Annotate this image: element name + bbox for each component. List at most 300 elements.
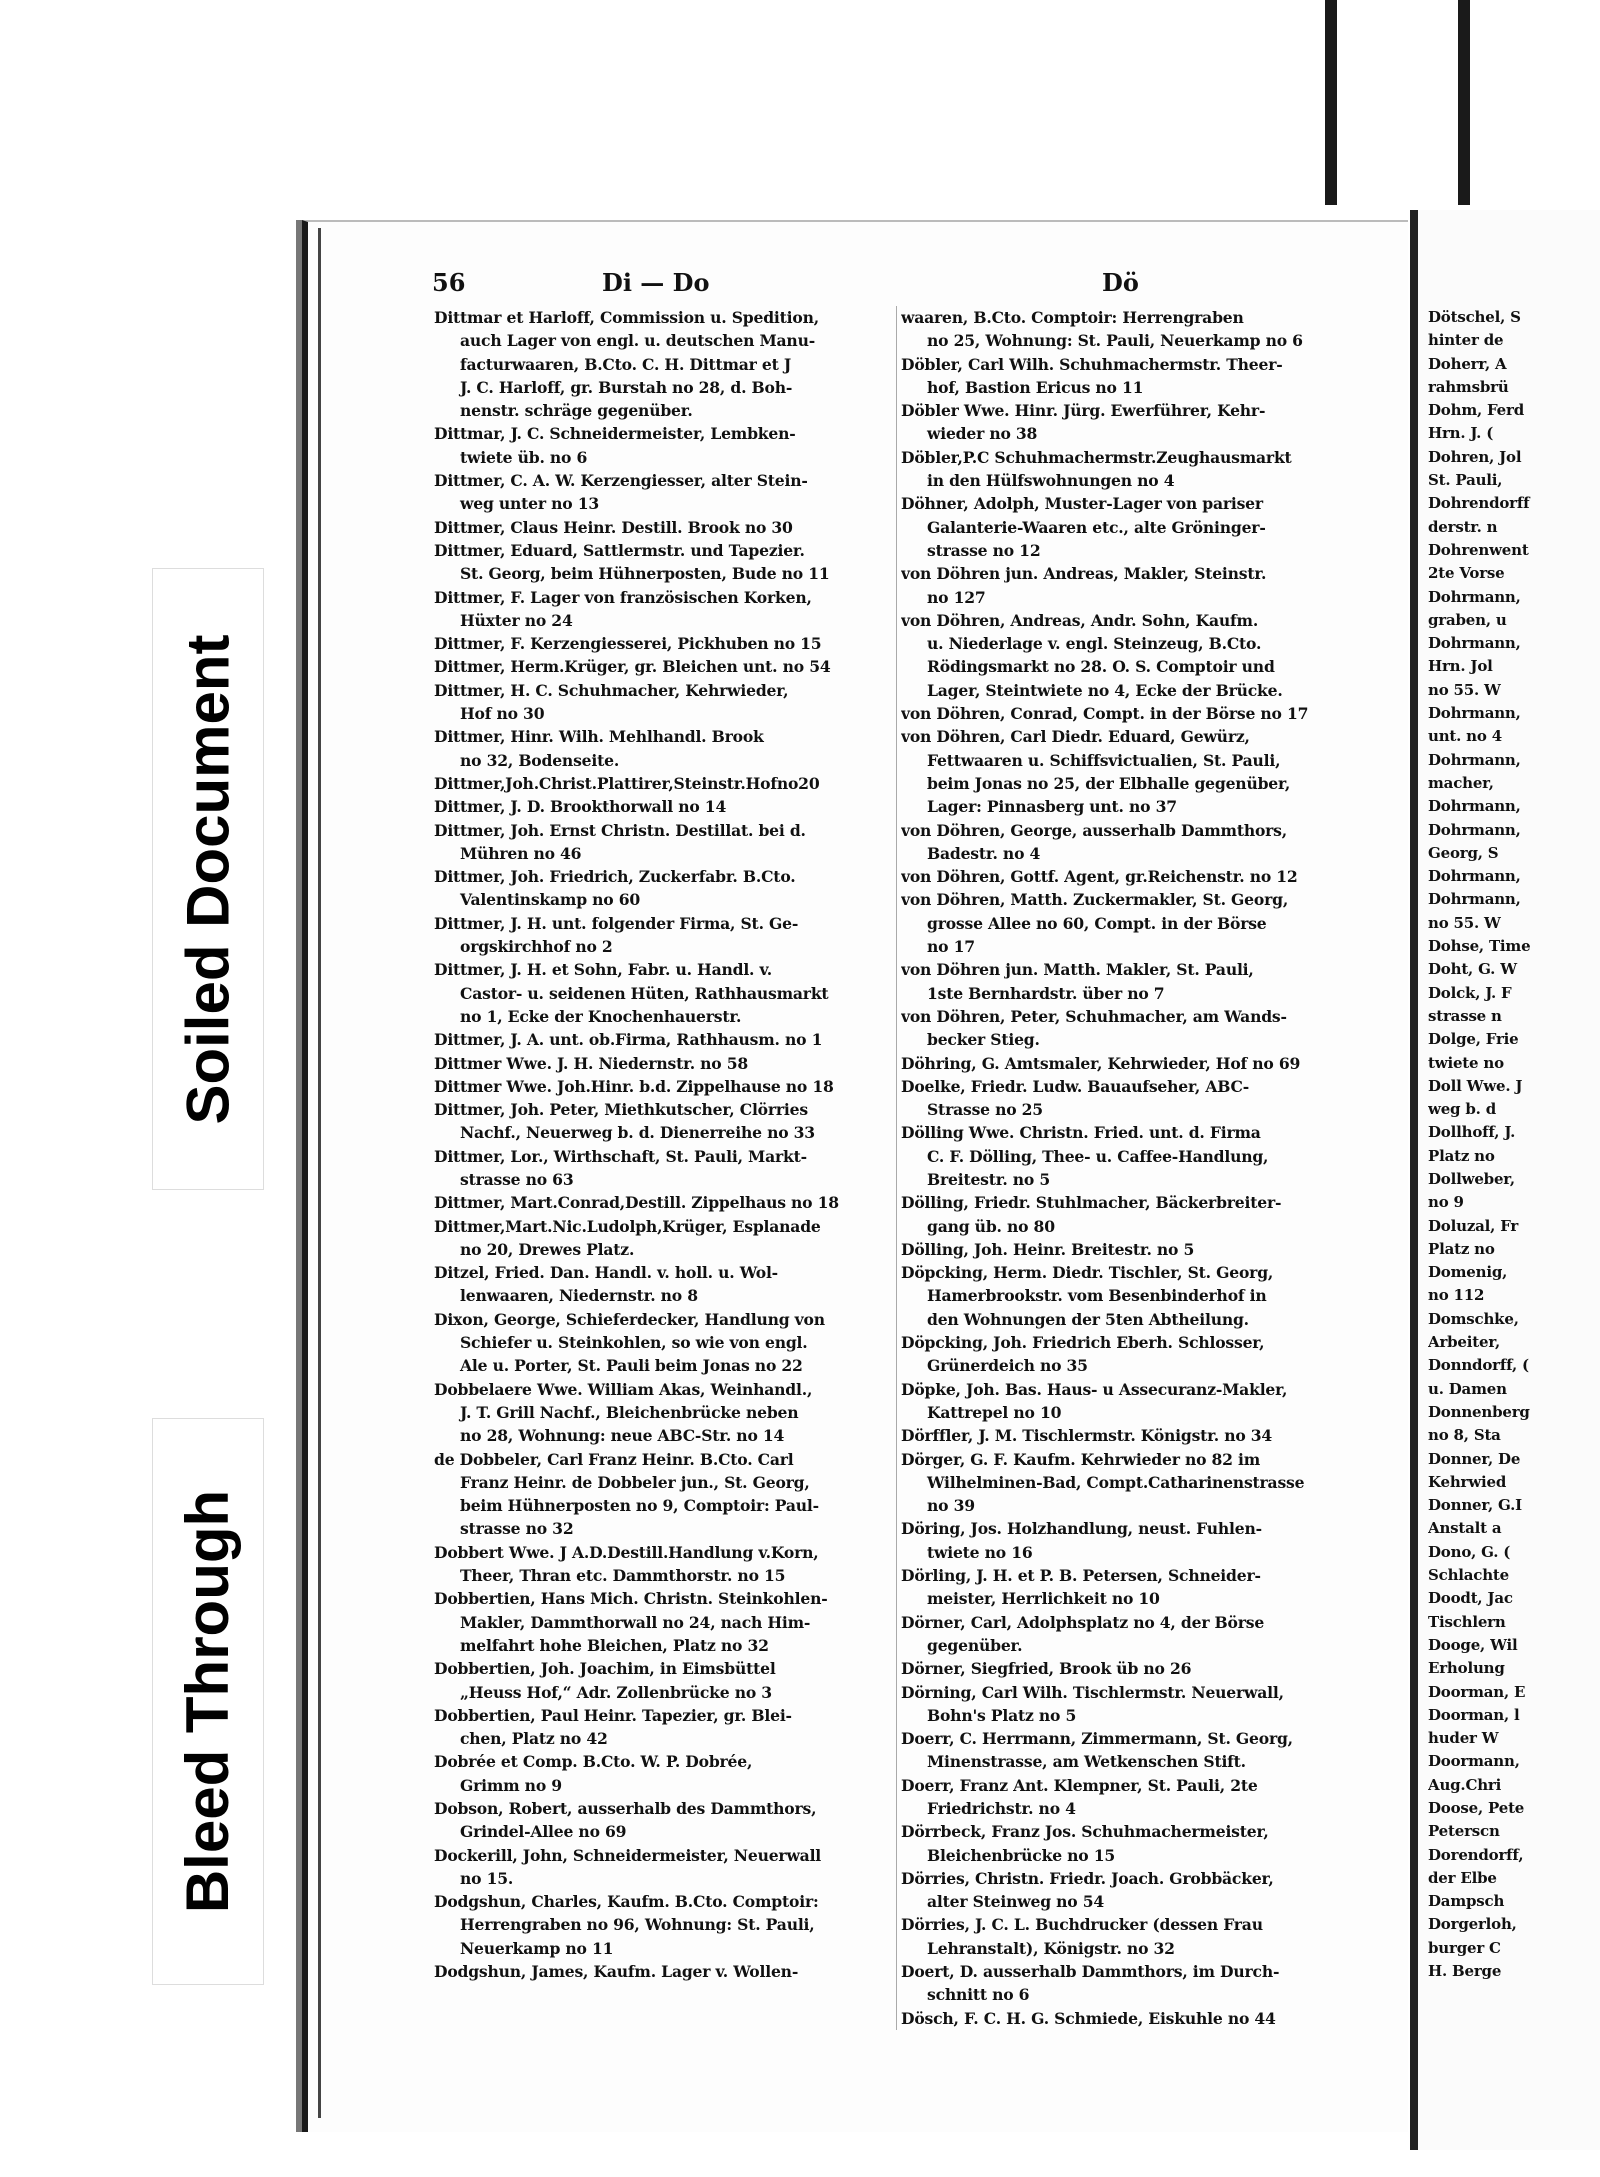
directory-entry (434, 1844, 890, 1891)
entry-line: Dölling, Joh. Heinr. Breitestr. no 5 (901, 1239, 1195, 1259)
directory-entry (434, 1191, 890, 1214)
entry-line: Bleichenbrücke no 15 (927, 1845, 1116, 1865)
entry-line: Grünerdeich no 35 (927, 1356, 1088, 1376)
entry-line: no 32, Bodenseite. (460, 750, 620, 770)
directory-entry (434, 1890, 890, 1960)
directory-entry (901, 1075, 1355, 1122)
entry-line: Neuerkamp no 11 (460, 1938, 614, 1958)
entry-line: Dodgshun, James, Kaufm. Lager v. Wollen- (434, 1962, 799, 1982)
directory-entry (901, 1238, 1355, 1261)
facing-page-line: Aug.Chri (1428, 1775, 1502, 1794)
bleed-through-label (152, 1418, 264, 1985)
directory-entry (901, 399, 1355, 446)
entry-line: „Heuss Hof,“ Adr. Zollenbrücke no 3 (460, 1682, 772, 1702)
entry-line: Dobbelaere Wwe. William Akas, Weinhandl., (434, 1379, 813, 1399)
entry-line: Dittmer, Joh. Friedrich, Zuckerfabr. B.Cto. (434, 867, 796, 887)
soiled-document-text: Soiled Document (174, 633, 242, 1125)
facing-page-line: Dohrmann, (1428, 587, 1521, 606)
facing-page-line: Dohm, Ferd (1428, 401, 1524, 420)
entry-line: Breitestr. no 5 (927, 1169, 1051, 1189)
entry-line: Kattrepel no 10 (927, 1402, 1062, 1422)
entry-line: gegenüber. (927, 1635, 1023, 1655)
directory-entry (901, 2007, 1355, 2030)
facing-page-line: St. Pauli, (1428, 471, 1503, 490)
facing-page-line: no 112 (1428, 1286, 1485, 1305)
entry-line: Dörffler, J. M. Tischlermstr. Königstr. no 34 (901, 1426, 1273, 1446)
entry-line: Dittmer, H. C. Schuhmacher, Kehrwieder, (434, 680, 789, 700)
entry-line: Galanterie-Waaren etc., alte Gröninger- (927, 517, 1266, 537)
entry-line: beim Hühnerposten no 9, Comptoir: Paul- (460, 1496, 819, 1516)
facing-page-line: burger C (1428, 1938, 1501, 1957)
entry-line: Dobbertien, Hans Mich. Christn. Steinkohlen- (434, 1589, 828, 1609)
entry-line: von Döhren jun. Andreas, Makler, Steinstr. (901, 564, 1267, 584)
facing-page-line: Georg, S (1428, 843, 1499, 862)
entry-line: Dobbertien, Paul Heinr. Tapezier, gr. Blei- (434, 1705, 792, 1725)
entry-line: Lager, Steintwiete no 4, Ecke der Brücke. (927, 680, 1283, 700)
directory-entry (901, 1052, 1355, 1075)
entry-line: meister, Herrlichkeit no 10 (927, 1589, 1160, 1609)
facing-page-line: rahmsbrü (1428, 377, 1509, 396)
entry-line: Dittmer, Mart.Conrad,Destill. Zippelhaus no 18 (434, 1193, 839, 1213)
directory-entry (901, 1960, 1355, 2007)
entry-line: nenstr. schräge gegenüber. (460, 401, 693, 421)
entry-line: Dittmer, Herm.Krüger, gr. Bleichen unt. no 54 (434, 657, 831, 677)
directory-entry (901, 446, 1355, 493)
entry-line: Dittmer, C. A. W. Kerzengiesser, alter Stein- (434, 471, 808, 491)
directory-entry (901, 1681, 1355, 1728)
directory-entry (434, 1028, 890, 1051)
entry-line: Dittmer, Lor., Wirthschaft, St. Pauli, Markt- (434, 1146, 807, 1166)
facing-page-line: u. Damen (1428, 1379, 1507, 1398)
directory-entry (901, 958, 1355, 1005)
entry-line: Herrengraben no 96, Wohnung: St. Pauli, (460, 1915, 815, 1935)
entry-line: von Döhren, Gottf. Agent, gr.Reichenstr. no 12 (901, 867, 1298, 887)
facing-page-line: Donndorff, ( (1428, 1356, 1529, 1375)
facing-page-line: Doorman, l (1428, 1705, 1520, 1724)
facing-page-line: twiete no (1428, 1053, 1504, 1072)
page-gutter (318, 228, 321, 2118)
entry-line: Dittmer, Hinr. Wilh. Mehlhandl. Brook (434, 727, 764, 747)
facing-page-line: Dollweber, (1428, 1169, 1515, 1188)
facing-page-line: Doluzal, Fr (1428, 1216, 1519, 1235)
entry-line: von Döhren, Carl Diedr. Eduard, Gewürz, (901, 727, 1250, 747)
directory-entry (901, 888, 1355, 958)
entry-line: Grindel-Allee no 69 (460, 1822, 627, 1842)
entry-line: Döbler Wwe. Hinr. Jürg. Ewerführer, Kehr- (901, 401, 1266, 421)
entry-line: Döhring, G. Amtsmaler, Kehrwieder, Hof no 69 (901, 1053, 1301, 1073)
entry-line: von Döhren, Matth. Zuckermakler, St. Georg, (901, 890, 1289, 910)
entry-line: Doerr, Franz Ant. Klempner, St. Pauli, 2te (901, 1775, 1258, 1795)
entry-line: becker Stieg. (927, 1030, 1040, 1050)
entry-line: Döhner, Adolph, Muster-Lager von pariser (901, 494, 1263, 514)
directory-entry (434, 865, 890, 912)
entry-line: Dörrbeck, Franz Jos. Schuhmachermeister, (901, 1822, 1269, 1842)
entry-line: Franz Heinr. de Dobbeler jun., St. Georg, (460, 1472, 810, 1492)
facing-page-line: Dohrmann, (1428, 890, 1521, 909)
entry-line: no 28, Wohnung: neue ABC-Str. no 14 (460, 1426, 785, 1446)
entry-line: chen, Platz no 42 (460, 1729, 608, 1749)
directory-entry (434, 1960, 890, 1983)
entry-line: Döbler,P.C Schuhmachermstr.Zeughausmarkt (901, 447, 1292, 467)
facing-page-line: Dohrmann, (1428, 704, 1521, 723)
facing-page-line: Hrn. Jol (1428, 657, 1493, 676)
directory-entry (434, 1098, 890, 1145)
directory-entry (434, 1587, 890, 1657)
facing-page-line: Dohrmann, (1428, 820, 1521, 839)
entry-line: von Döhren, Peter, Schuhmacher, am Wands- (901, 1006, 1287, 1026)
directory-entry (901, 1424, 1355, 1447)
entry-line: no 17 (927, 937, 975, 957)
entry-line: Dittmer, Eduard, Sattlermstr. und Tapezier. (434, 540, 805, 560)
entry-line: Dölling Wwe. Christn. Fried. unt. d. Firma (901, 1123, 1261, 1143)
entry-line: Ditzel, Fried. Dan. Handl. v. holl. u. Wol- (434, 1263, 778, 1283)
directory-entry (434, 725, 890, 772)
facing-page-line: Doormann, (1428, 1752, 1520, 1771)
entry-line: Fettwaaren u. Schiffsvictualien, St. Pauli, (927, 750, 1281, 770)
facing-page-line: Dohrmann, (1428, 867, 1521, 886)
entry-line: Nachf., Neuerweg b. d. Dienerreihe no 33 (460, 1123, 815, 1143)
entry-line: u. Niederlage v. engl. Steinzeug, B.Cto. (927, 634, 1262, 654)
middle-column (896, 306, 1355, 2030)
facing-page-line: Dorendorff, (1428, 1845, 1524, 1864)
facing-page-line: Doht, G. W (1428, 960, 1517, 979)
entry-line: melfahrt hohe Bleichen, Platz no 32 (460, 1635, 769, 1655)
facing-page-line: Dohrmann, (1428, 634, 1521, 653)
facing-page-line: derstr. n (1428, 517, 1498, 536)
directory-entry (901, 1517, 1355, 1564)
entry-line: Grimm no 9 (460, 1775, 562, 1795)
facing-page-line: Dollhoff, J. (1428, 1123, 1516, 1142)
facing-page-line: Dono, G. ( (1428, 1542, 1511, 1561)
entry-line: Badestr. no 4 (927, 843, 1041, 863)
entry-line: Dörries, Christn. Friedr. Joach. Grobbäcker, (901, 1868, 1274, 1888)
entry-line: no 1, Ecke der Knochenhauerstr. (460, 1006, 742, 1026)
facing-page-line: Domschke, (1428, 1309, 1519, 1328)
directory-entry (901, 1867, 1355, 1914)
entry-line: facturwaaren, B.Cto. C. H. Dittmar et J (460, 354, 792, 374)
facing-page-line: graben, u (1428, 610, 1507, 629)
facing-page-line: Dohrendorff (1428, 494, 1530, 513)
directory-entry (434, 795, 890, 818)
soiled-document-label (152, 568, 264, 1190)
facing-page-line: Hrn. J. ( (1428, 424, 1494, 443)
entry-line: Dittmer, F. Lager von französischen Korken, (434, 587, 812, 607)
entry-line: Valentinskamp no 60 (460, 890, 641, 910)
entry-line: Makler, Dammthorwall no 24, nach Him- (460, 1612, 811, 1632)
directory-entry (434, 1704, 890, 1751)
page-edge (1410, 210, 1418, 2150)
entry-line: strasse no 12 (927, 540, 1041, 560)
entry-line: Dörner, Carl, Adolphsplatz no 4, der Börse (901, 1612, 1265, 1632)
entry-line: Dobbert Wwe. J A.D.Destill.Handlung v.Korn, (434, 1542, 819, 1562)
entry-line: lenwaaren, Niedernstr. no 8 (460, 1286, 698, 1306)
entry-line: Dobrée et Comp. B.Cto. W. P. Dobrée, (434, 1752, 753, 1772)
facing-page-line: Doorman, E (1428, 1682, 1526, 1701)
entry-line: Dittmar et Harloff, Commission u. Spedition, (434, 308, 819, 327)
entry-line: Hof no 30 (460, 704, 545, 724)
entry-line: Dixon, George, Schieferdecker, Handlung von (434, 1309, 825, 1329)
entry-line: Döpke, Joh. Bas. Haus- u Assecuranz-Makler, (901, 1379, 1288, 1399)
entry-line: no 20, Drewes Platz. (460, 1239, 635, 1259)
entry-line: alter Steinweg no 54 (927, 1892, 1104, 1912)
facing-page-line: Domenig, (1428, 1263, 1508, 1282)
directory-entry (901, 1261, 1355, 1331)
facing-page-line: Dolge, Frie (1428, 1030, 1519, 1049)
entry-line: Dittmer, F. Kerzengiesserei, Pickhuben no 15 (434, 634, 822, 654)
left-column (434, 306, 890, 1983)
directory-entry (901, 562, 1355, 609)
entry-line: Dittmer, Joh. Peter, Miethkutscher, Clörries (434, 1100, 808, 1120)
entry-line: Döring, Jos. Holzhandlung, neust. Fuhlen- (901, 1519, 1262, 1539)
directory-entry (901, 492, 1355, 562)
entry-line: Dösch, F. C. H. G. Schmiede, Eiskuhle no 44 (901, 2008, 1276, 2028)
facing-page-line: der Elbe (1428, 1868, 1497, 1887)
facing-page-line: Erholung (1428, 1659, 1505, 1678)
directory-entry (901, 1820, 1355, 1867)
entry-line: Dittmer Wwe. J. H. Niedernstr. no 58 (434, 1053, 749, 1073)
entry-line: Mühren no 46 (460, 843, 582, 863)
entry-line: no 15. (460, 1868, 514, 1888)
entry-line: hof, Bastion Ericus no 11 (927, 377, 1144, 397)
entry-line: Strasse no 25 (927, 1100, 1043, 1120)
directory-entry (434, 1075, 890, 1098)
directory-entry (434, 632, 890, 655)
entry-line: von Döhren, Conrad, Compt. in der Börse no 17 (901, 704, 1309, 724)
right-running-head: Dö (1102, 268, 1139, 297)
entry-line: twiete no 16 (927, 1542, 1033, 1562)
entry-line: beim Jonas no 25, der Elbhalle gegenüber, (927, 773, 1291, 793)
directory-entry (901, 306, 1355, 353)
directory-entry (901, 1657, 1355, 1680)
facing-page-line: Dorgerloh, (1428, 1915, 1517, 1934)
facing-page-line: Platz no (1428, 1239, 1495, 1258)
facing-page-line: Dolck, J. F (1428, 983, 1512, 1002)
directory-entry (434, 1215, 890, 1262)
entry-line: Dittmer Wwe. Joh.Hinr. b.d. Zippelhause no 18 (434, 1076, 834, 1096)
facing-page-line: no 8, Sta (1428, 1426, 1501, 1445)
facing-page-line: 2te Vorse (1428, 564, 1505, 583)
entry-line: Dodgshun, Charles, Kaufm. B.Cto. Comptoir: (434, 1892, 819, 1912)
directory-entry (434, 516, 890, 539)
entry-line: Döbler, Carl Wilh. Schuhmachermstr. Theer- (901, 354, 1283, 374)
facing-page-line: H. Berge (1428, 1962, 1502, 1981)
entry-line: von Döhren jun. Matth. Makler, St. Pauli, (901, 960, 1254, 980)
directory-entry (434, 422, 890, 469)
directory-entry (434, 469, 890, 516)
entry-line: Doert, D. ausserhalb Dammthors, im Durch- (901, 1962, 1280, 1982)
entry-line: von Döhren, Andreas, Andr. Sohn, Kaufm. (901, 610, 1259, 630)
bleed-through-text: Bleed Through (174, 1489, 242, 1914)
entry-line: Bohn's Platz no 5 (927, 1705, 1077, 1725)
entry-line: no 127 (927, 587, 986, 607)
facing-page-line: macher, (1428, 773, 1494, 792)
facing-page-line: Doose, Pete (1428, 1799, 1525, 1817)
entry-line: Dölling, Friedr. Stuhlmacher, Bäckerbreiter- (901, 1193, 1282, 1213)
directory-entry (434, 1541, 890, 1588)
directory-entry (434, 586, 890, 633)
entry-line: Wilhelminen-Bad, Compt.Catharinenstrasse (927, 1472, 1305, 1492)
facing-page-line: no 55. W (1428, 913, 1501, 932)
entry-line: Hamerbrookstr. vom Besenbinderhof in (927, 1286, 1267, 1306)
directory-entry (901, 1564, 1355, 1611)
entry-line: Dörning, Carl Wilh. Tischlermstr. Neuerwall, (901, 1682, 1284, 1702)
entry-line: J. T. Grill Nachf., Bleichenbrücke neben (460, 1402, 799, 1422)
facing-page-line: strasse n (1428, 1006, 1502, 1025)
entry-line: de Dobbeler, Carl Franz Heinr. B.Cto. Carl (434, 1449, 794, 1469)
binding-strip (1325, 0, 1337, 205)
directory-entry (434, 1052, 890, 1075)
facing-page-column (1428, 306, 1596, 1983)
facing-page-line: Doherr, A (1428, 354, 1507, 373)
directory-entry (434, 819, 890, 866)
facing-page-line: Anstalt a (1428, 1519, 1502, 1538)
directory-entry (901, 1191, 1355, 1238)
entry-line: Doerr, C. Herrmann, Zimmermann, St. Georg, (901, 1729, 1293, 1749)
entry-line: Dörling, J. H. et P. B. Petersen, Schneider- (901, 1566, 1261, 1586)
entry-line: strasse no 32 (460, 1519, 574, 1539)
directory-entry (434, 1448, 890, 1541)
facing-page-line: Platz no (1428, 1146, 1495, 1165)
facing-page-line: Dohrmann, (1428, 797, 1521, 816)
facing-page-line: Kehrwied (1428, 1472, 1507, 1491)
directory-entry (434, 1657, 890, 1704)
entry-line: Dockerill, John, Schneidermeister, Neuerwall (434, 1845, 822, 1865)
entry-line: Dittmer, J. A. unt. ob.Firma, Rathhausm. no 1 (434, 1030, 823, 1050)
directory-entry (901, 819, 1355, 866)
entry-line: wieder no 38 (927, 424, 1038, 444)
facing-page-line: Schlachte (1428, 1566, 1510, 1585)
entry-line: Dobson, Robert, ausserhalb des Dammthors, (434, 1799, 817, 1818)
entry-line: Minenstrasse, am Wetkenschen Stift. (927, 1752, 1246, 1772)
entry-line: Theer, Thran etc. Dammthorstr. no 15 (460, 1566, 786, 1586)
facing-page-line: Dohren, Jol (1428, 447, 1522, 466)
entry-line: Dittmar, J. C. Schneidermeister, Lembken- (434, 424, 796, 444)
entry-line: auch Lager von engl. u. deutschen Manu- (460, 331, 815, 351)
entry-line: no 39 (927, 1496, 975, 1516)
entry-line: Dittmer,Mart.Nic.Ludolph,Krüger, Esplanade (434, 1216, 821, 1236)
entry-line: Rödingsmarkt no 28. O. S. Comptoir und (927, 657, 1275, 677)
directory-entry (434, 1378, 890, 1448)
entry-line: Lager: Pinnasberg unt. no 37 (927, 797, 1177, 817)
left-running-head: Di — Do (602, 268, 710, 297)
directory-entry (901, 1727, 1355, 1774)
facing-page-line: hinter de (1428, 331, 1504, 350)
entry-line: twiete üb. no 6 (460, 447, 588, 467)
directory-entry (901, 865, 1355, 888)
entry-line: St. Georg, beim Hühnerposten, Bude no 11 (460, 564, 830, 584)
entry-line: weg unter no 13 (460, 494, 599, 514)
page-number: 56 (432, 268, 466, 297)
facing-page-line: no 9 (1428, 1193, 1464, 1212)
entry-line: 1ste Bernhardstr. über no 7 (927, 983, 1165, 1003)
directory-entry (901, 1448, 1355, 1518)
entry-line: den Wohnungen der 5ten Abtheilung. (927, 1309, 1249, 1329)
entry-line: Hüxter no 24 (460, 610, 573, 630)
entry-line: gang üb. no 80 (927, 1216, 1055, 1236)
entry-line: Castor- u. seidenen Hüten, Rathhausmarkt (460, 983, 829, 1003)
entry-line: Dörries, J. C. L. Buchdrucker (dessen Frau (901, 1915, 1263, 1935)
facing-page-line: Dohrmann, (1428, 750, 1521, 769)
directory-entry (901, 1774, 1355, 1821)
facing-page-line: Doodt, Jac (1428, 1589, 1513, 1608)
entry-line: von Döhren, George, ausserhalb Dammthors, (901, 820, 1287, 840)
entry-line: Dittmer, J. H. et Sohn, Fabr. u. Handl. v. (434, 960, 773, 980)
entry-line: Dittmer, Claus Heinr. Destill. Brook no 30 (434, 517, 793, 537)
entry-line: Doelke, Friedr. Ludw. Bauaufseher, ABC- (901, 1076, 1249, 1096)
directory-entry (434, 1145, 890, 1192)
directory-entry (901, 1913, 1355, 1960)
entry-line: in den Hülfswohnungen no 4 (927, 471, 1175, 491)
directory-entry (434, 679, 890, 726)
facing-page-line: Dampsch (1428, 1892, 1505, 1911)
directory-entry (434, 1308, 890, 1378)
facing-page-line: Peterscn (1428, 1822, 1500, 1841)
facing-page-line: Dohrenwent (1428, 540, 1529, 559)
directory-entry (901, 1005, 1355, 1052)
directory-entry (434, 539, 890, 586)
facing-page-line: Dohse, Time (1428, 937, 1531, 956)
entry-line: Dittmer, J. H. unt. folgender Firma, St. Ge- (434, 913, 799, 933)
directory-entry (434, 1750, 890, 1797)
directory-entry (901, 609, 1355, 702)
directory-entry (901, 1378, 1355, 1425)
directory-entry (434, 912, 890, 959)
facing-page-line: Donner, De (1428, 1449, 1521, 1468)
facing-page-line: unt. no 4 (1428, 727, 1502, 746)
entry-line: Dittmer, Joh. Ernst Christn. Destillat. bei d. (434, 820, 806, 840)
directory-entry (434, 655, 890, 678)
directory-entry (901, 725, 1355, 818)
directory-entry (901, 702, 1355, 725)
entry-line: J. C. Harloff, gr. Burstah no 28, d. Boh- (460, 377, 793, 397)
entry-line: no 25, Wohnung: St. Pauli, Neuerkamp no 6 (927, 331, 1303, 351)
facing-page-line: no 55. W (1428, 680, 1501, 699)
facing-page-line: Dötschel, S (1428, 308, 1521, 326)
directory-entry (901, 1331, 1355, 1378)
entry-line: Döpcking, Herm. Diedr. Tischler, St. Georg, (901, 1263, 1274, 1283)
directory-entry (434, 958, 890, 1028)
entry-line: C. F. Dölling, Thee- u. Caffee-Handlung, (927, 1146, 1269, 1166)
entry-line: strasse no 63 (460, 1169, 574, 1189)
page-header (432, 268, 1342, 302)
directory-entry (434, 306, 890, 422)
entry-line: Dörner, Siegfried, Brook üb no 26 (901, 1659, 1192, 1679)
entry-line: grosse Allee no 60, Compt. in der Börse (927, 913, 1267, 933)
entry-line: Döpcking, Joh. Friedrich Eberh. Schlosser, (901, 1333, 1265, 1353)
facing-page-line: weg b. d (1428, 1100, 1496, 1119)
binding-strip (1458, 0, 1470, 205)
facing-page-line: huder W (1428, 1729, 1499, 1748)
directory-entry (434, 772, 890, 795)
facing-page-line: Arbeiter, (1428, 1333, 1500, 1352)
facing-page-line: Tischlern (1428, 1612, 1506, 1631)
entry-line: Lehranstalt), Königstr. no 32 (927, 1938, 1175, 1958)
entry-line: Dörger, G. F. Kaufm. Kehrwieder no 82 im (901, 1449, 1261, 1469)
directory-entry (434, 1261, 890, 1308)
entry-line: waaren, B.Cto. Comptoir: Herrengraben (901, 308, 1244, 327)
directory-entry (434, 1797, 890, 1844)
entry-line: Dittmer, J. D. Brookthorwall no 14 (434, 797, 727, 817)
directory-entry (901, 1121, 1355, 1191)
facing-page-line: Doll Wwe. J (1428, 1076, 1523, 1095)
directory-entry (901, 1611, 1355, 1658)
entry-line: orgskirchhof no 2 (460, 937, 613, 957)
facing-page-line: Donner, G.I (1428, 1496, 1522, 1515)
entry-line: Dobbertien, Joh. Joachim, in Eimsbüttel (434, 1659, 776, 1679)
entry-line: schnitt no 6 (927, 1985, 1030, 2005)
facing-page-line: Donnenberg (1428, 1402, 1530, 1421)
directory-entry (901, 353, 1355, 400)
